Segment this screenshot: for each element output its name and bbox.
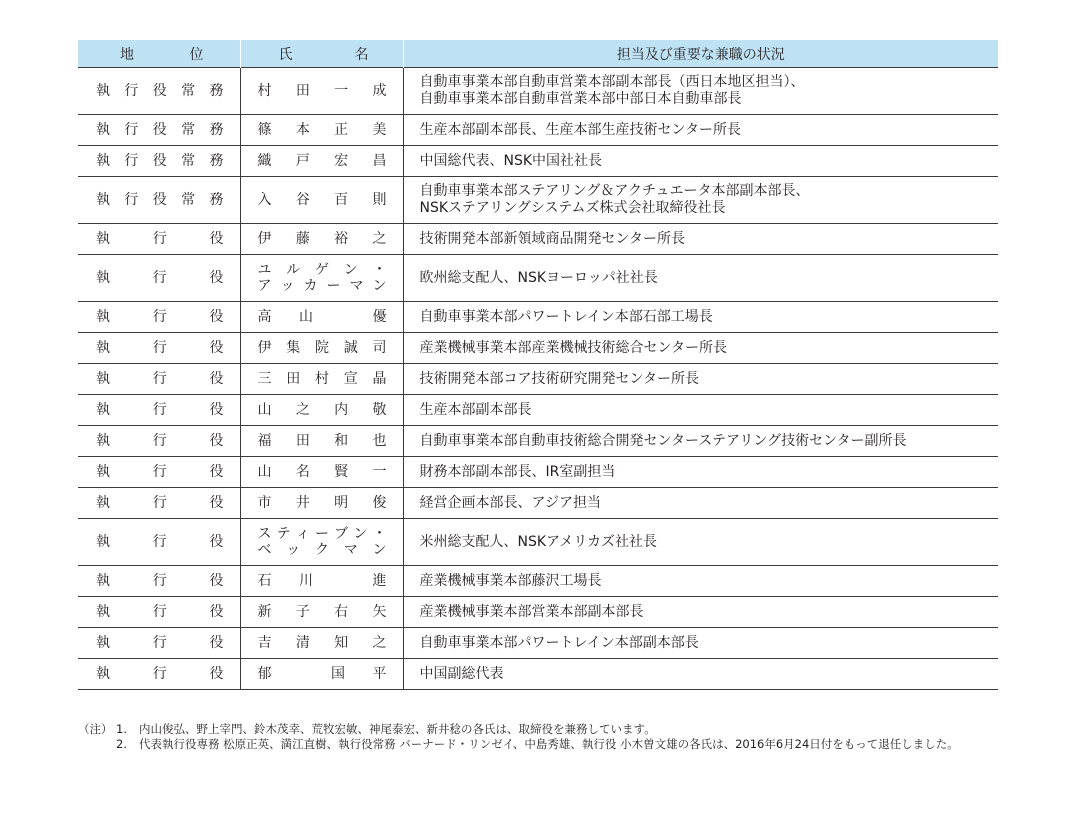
name-line (241, 666, 403, 682)
position-cell (78, 333, 240, 364)
name-cell (240, 146, 403, 177)
duty-cell (403, 115, 998, 146)
name-char: 福 (257, 433, 272, 449)
position-char: 執 (96, 402, 110, 418)
name-char: 伊 (257, 231, 272, 247)
name-cell (240, 224, 403, 255)
position-char: 役 (209, 534, 224, 550)
name-char: 国 (330, 666, 345, 682)
note-number: 1. (116, 722, 127, 736)
duty-cell (403, 628, 998, 659)
duty-cell (403, 457, 998, 488)
name-char: ー (314, 526, 329, 542)
position-char: 執 (96, 666, 110, 682)
position-char: 常 (181, 192, 196, 208)
position-cell (78, 457, 240, 488)
note-text: 代表執行役専務 松原正英、満江直樹、執行役常務 バーナード・リンゼイ、中島秀雄、執行役 小木曽文雄の各氏は、2016年6月24日付をもって退任しました。 (139, 737, 959, 751)
position-char: 役 (152, 83, 167, 99)
table-row (78, 255, 998, 302)
table-row (78, 395, 998, 426)
name-line (241, 542, 403, 558)
table-row (78, 566, 998, 597)
name-char: ベ (257, 542, 272, 558)
name-char: 宏 (334, 153, 349, 169)
name-line (241, 433, 403, 449)
name-char: ッ (286, 542, 301, 558)
position-cell (78, 255, 240, 302)
name-line (241, 340, 403, 356)
position-char: 執 (96, 83, 110, 99)
name-line (241, 464, 403, 480)
position-char: 行 (152, 573, 167, 589)
name-char (341, 309, 345, 325)
table-row (78, 519, 998, 566)
name-char: 敬 (372, 402, 387, 418)
position-char: 役 (209, 464, 224, 480)
position-char: 執 (96, 192, 110, 208)
name-char: 郁 (257, 666, 272, 682)
duty-cell (403, 519, 998, 566)
name-line (241, 153, 403, 169)
table-row (78, 68, 998, 115)
duty-line: 産業機械事業本部藤沢工場長 (419, 572, 602, 589)
name-cell (240, 68, 403, 115)
name-char: 宣 (343, 371, 358, 387)
name-char: マ (343, 542, 358, 558)
position-char: 行 (152, 231, 167, 247)
position-char: 行 (124, 153, 139, 169)
table-row (78, 224, 998, 255)
position-char: 行 (152, 464, 167, 480)
position-char: 役 (209, 433, 224, 449)
name-char: ゲ (315, 262, 329, 278)
duty-line: 自動車事業本部自動車営業本部中部日本自動車部長 (419, 91, 742, 107)
note-item (78, 722, 1013, 737)
position-char: 執 (96, 122, 110, 138)
position-cell (78, 597, 240, 628)
name-char: 右 (334, 604, 349, 620)
name-char: カ (303, 278, 318, 294)
position-char: 役 (209, 495, 224, 511)
name-char: 之 (372, 231, 387, 247)
name-line (241, 526, 403, 542)
name-char: 村 (315, 371, 329, 387)
name-line (241, 278, 403, 294)
name-char: 内 (334, 402, 349, 418)
duty-line: 財務本部副本部長、IR室副担当 (419, 463, 616, 480)
table-row (78, 115, 998, 146)
name-char: 高 (257, 309, 272, 325)
name-char: ク (315, 542, 329, 558)
position-char: 行 (124, 192, 139, 208)
position-char: 行 (152, 666, 167, 682)
position-cell (78, 519, 240, 566)
header-duty: 担当及び重要な兼職の状況 (403, 40, 998, 68)
position-char: 役 (209, 231, 224, 247)
name-char: 明 (334, 495, 349, 511)
name-char: 清 (295, 635, 310, 651)
table-row (78, 597, 998, 628)
name-cell (240, 177, 403, 224)
position-char: 常 (181, 122, 196, 138)
name-char: ブ (334, 526, 349, 542)
note-text: 内山俊弘、野上宰門、鈴木茂幸、荒牧宏敏、神尾泰宏、新井稔の各氏は、取締役を兼務しています。 (139, 722, 656, 736)
position-char: 常 (181, 153, 196, 169)
position-cell (78, 302, 240, 333)
position-char: 執 (96, 270, 110, 286)
position-char: 役 (209, 309, 224, 325)
duty-line: 自動車事業本部ステアリング＆アクチュエータ本部副本部長、 (419, 183, 810, 199)
position-cell (78, 566, 240, 597)
duty-cell (403, 597, 998, 628)
name-char: 戸 (295, 153, 310, 169)
name-char: 也 (372, 433, 387, 449)
position-char: 執 (96, 433, 110, 449)
position-char: 役 (209, 573, 224, 589)
position-char: 役 (152, 153, 167, 169)
position-cell (78, 426, 240, 457)
position-char: 行 (152, 371, 167, 387)
name-char: 司 (372, 340, 387, 356)
name-char: ス (257, 526, 272, 542)
duty-line: 産業機械事業本部営業本部副本部長 (419, 603, 644, 620)
name-cell (240, 519, 403, 566)
table-row (78, 302, 998, 333)
position-char: 行 (152, 309, 167, 325)
duty-cell (403, 364, 998, 395)
name-line (241, 83, 403, 99)
name-char: 石 (257, 573, 272, 589)
name-char: 一 (372, 464, 387, 480)
name-line (241, 402, 403, 418)
name-char: 誠 (343, 340, 358, 356)
position-char: 役 (209, 666, 224, 682)
position-cell (78, 177, 240, 224)
name-char: ユ (257, 262, 272, 278)
position-char: 役 (209, 340, 224, 356)
position-char: 務 (209, 122, 224, 138)
name-char: 名 (295, 464, 310, 480)
name-char: 谷 (295, 192, 310, 208)
notes (78, 722, 1013, 752)
duty-cell (403, 224, 998, 255)
name-char: 矢 (372, 604, 387, 620)
duty-line: 中国総代表、NSK中国社社長 (419, 152, 603, 169)
name-char: ッ (280, 278, 295, 294)
duty-line: 産業機械事業本部産業機械技術総合センター所長 (419, 339, 727, 356)
name-char: 賢 (334, 464, 349, 480)
name-char: ン (372, 278, 387, 294)
position-char: 執 (96, 573, 110, 589)
header-name (240, 40, 403, 68)
duty-cell (403, 426, 998, 457)
position-char: 役 (209, 270, 224, 286)
name-char: 平 (372, 666, 387, 682)
table-row (78, 364, 998, 395)
position-char: 執 (96, 495, 110, 511)
name-char: 田 (295, 83, 310, 99)
name-char: 田 (295, 433, 310, 449)
name-char: 晶 (372, 371, 387, 387)
name-cell (240, 395, 403, 426)
name-line (241, 604, 403, 620)
duty-cell (403, 333, 998, 364)
duty-line: 中国副総代表 (419, 665, 504, 682)
position-char: 務 (209, 83, 224, 99)
duty-cell (403, 395, 998, 426)
name-line (241, 309, 403, 325)
position-char: 務 (209, 192, 224, 208)
header-position-char: 地 (120, 46, 134, 63)
name-cell (240, 597, 403, 628)
position-char: 執 (96, 340, 110, 356)
position-char: 執 (96, 464, 110, 480)
duty-line: 経営企画本部長、アジア担当 (419, 494, 601, 511)
duty-cell (403, 146, 998, 177)
name-char: 新 (257, 604, 272, 620)
name-line (241, 635, 403, 651)
name-line (241, 231, 403, 247)
position-char: 執 (96, 371, 110, 387)
position-char: 執 (96, 604, 110, 620)
name-char: テ (276, 526, 291, 542)
name-cell (240, 302, 403, 333)
name-char: 正 (334, 122, 349, 138)
name-char (299, 666, 303, 682)
name-char: 井 (295, 495, 310, 511)
position-char: 行 (152, 495, 167, 511)
name-char: 知 (334, 635, 349, 651)
name-char: 伊 (257, 340, 272, 356)
position-char: 行 (124, 83, 139, 99)
header-name-char: 氏 (278, 46, 293, 63)
name-line (241, 371, 403, 387)
note-item (78, 737, 1013, 752)
name-char: 川 (299, 573, 314, 589)
position-char: 役 (152, 122, 167, 138)
name-char: 成 (372, 83, 387, 99)
duty-cell (403, 566, 998, 597)
duty-line: 技術開発本部新領域商品開発センター所長 (419, 230, 685, 247)
name-char: 之 (295, 402, 310, 418)
name-char: 優 (372, 309, 387, 325)
name-char: 村 (257, 83, 272, 99)
note-number: 2. (116, 737, 127, 751)
name-char: 美 (372, 122, 387, 138)
position-char: 行 (152, 433, 167, 449)
name-char: ィ (295, 526, 310, 542)
notes-label: （注） (78, 722, 113, 736)
name-char: 織 (257, 153, 272, 169)
name-char: 山 (299, 309, 314, 325)
position-char: 行 (152, 604, 167, 620)
name-char: ン (372, 542, 387, 558)
name-cell (240, 255, 403, 302)
name-char: 集 (286, 340, 301, 356)
name-cell (240, 628, 403, 659)
name-char: ・ (372, 526, 387, 542)
name-char: ア (257, 278, 272, 294)
duty-cell (403, 302, 998, 333)
table-row (78, 146, 998, 177)
position-cell (78, 395, 240, 426)
name-char: 篠 (257, 122, 272, 138)
position-cell (78, 364, 240, 395)
name-line (241, 192, 403, 208)
name-cell (240, 457, 403, 488)
table-row (78, 426, 998, 457)
name-char: 百 (334, 192, 349, 208)
name-cell (240, 488, 403, 519)
table-header-row (78, 40, 998, 68)
duty-cell (403, 68, 998, 115)
name-cell (240, 364, 403, 395)
position-char: 行 (152, 270, 167, 286)
name-line (241, 262, 403, 278)
position-char: 務 (209, 153, 224, 169)
header-position (78, 40, 240, 68)
name-char: 一 (334, 83, 349, 99)
notes-indent (78, 737, 116, 752)
position-char: 執 (96, 309, 110, 325)
duty-cell (403, 488, 998, 519)
name-char: 昌 (372, 153, 387, 169)
name-line (241, 573, 403, 589)
position-char: 行 (152, 340, 167, 356)
position-char: 執 (96, 534, 110, 550)
duty-cell (403, 177, 998, 224)
duty-cell (403, 659, 998, 690)
table-row (78, 177, 998, 224)
position-char: 行 (152, 534, 167, 550)
name-cell (240, 566, 403, 597)
name-char (341, 573, 345, 589)
name-cell (240, 659, 403, 690)
duty-line: 欧州総支配人、NSKヨーロッパ社社長 (419, 269, 658, 286)
position-char: 執 (96, 231, 110, 247)
name-char: 和 (334, 433, 349, 449)
officers-table-container (78, 40, 998, 690)
name-char: ン (343, 262, 358, 278)
table-row (78, 457, 998, 488)
duty-line: 自動車事業本部自動車営業本部副本部長（西日本地区担当）、 (419, 74, 805, 90)
name-char: マ (349, 278, 364, 294)
name-char: 本 (295, 122, 310, 138)
position-char: 行 (152, 635, 167, 651)
position-cell (78, 146, 240, 177)
position-char: 役 (209, 402, 224, 418)
table-row (78, 488, 998, 519)
officers-table (78, 40, 998, 690)
duty-line: 生産本部副本部長 (419, 401, 532, 418)
name-char: 山 (257, 464, 272, 480)
name-cell (240, 426, 403, 457)
duty-line: 自動車事業本部パワートレイン本部石部工場長 (419, 308, 713, 325)
duty-line: 技術開発本部コア技術研究開発センター所長 (419, 370, 699, 387)
name-char: 吉 (257, 635, 272, 651)
duty-line: NSKステアリングシステムズ株式会社取締役社長 (419, 200, 726, 216)
name-char: ル (286, 262, 301, 278)
position-cell (78, 488, 240, 519)
table-row (78, 659, 998, 690)
duty-line: 自動車事業本部パワートレイン本部副本部長 (419, 634, 699, 651)
position-char: 行 (152, 402, 167, 418)
position-char: 執 (96, 153, 110, 169)
name-line (241, 495, 403, 511)
name-char: 田 (286, 371, 301, 387)
duty-line: 米州総支配人、NSKアメリカズ社社長 (419, 533, 658, 550)
name-char: 山 (257, 402, 272, 418)
position-char: 役 (152, 192, 167, 208)
table-row (78, 628, 998, 659)
table-row (78, 333, 998, 364)
name-char: 之 (372, 635, 387, 651)
name-char: 俊 (372, 495, 387, 511)
position-char: 行 (124, 122, 139, 138)
position-cell (78, 68, 240, 115)
position-cell (78, 628, 240, 659)
name-cell (240, 115, 403, 146)
name-char: 進 (372, 573, 387, 589)
name-char: 則 (372, 192, 387, 208)
position-char: 常 (181, 83, 196, 99)
position-char: 役 (209, 604, 224, 620)
position-char: 役 (209, 371, 224, 387)
duty-line: 生産本部副本部長、生産本部生産技術センター所長 (419, 121, 741, 138)
position-char: 役 (209, 635, 224, 651)
name-char: ン (353, 526, 368, 542)
name-char: 三 (257, 371, 272, 387)
name-char: 入 (257, 192, 272, 208)
name-char: 市 (257, 495, 272, 511)
name-char: ー (326, 278, 341, 294)
name-cell (240, 333, 403, 364)
position-cell (78, 115, 240, 146)
position-cell (78, 224, 240, 255)
header-position-char: 位 (189, 46, 204, 63)
name-char: 裕 (334, 231, 349, 247)
duty-line: 自動車事業本部自動車技術総合開発センターステアリング技術センター副所長 (419, 432, 907, 449)
table-body (78, 68, 998, 690)
position-char: 執 (96, 635, 110, 651)
duty-cell (403, 255, 998, 302)
name-char: 藤 (295, 231, 310, 247)
name-char: 子 (295, 604, 310, 620)
header-name-char: 名 (354, 46, 369, 63)
position-cell (78, 659, 240, 690)
name-line (241, 122, 403, 138)
name-char: ・ (372, 262, 387, 278)
name-char: 院 (315, 340, 329, 356)
